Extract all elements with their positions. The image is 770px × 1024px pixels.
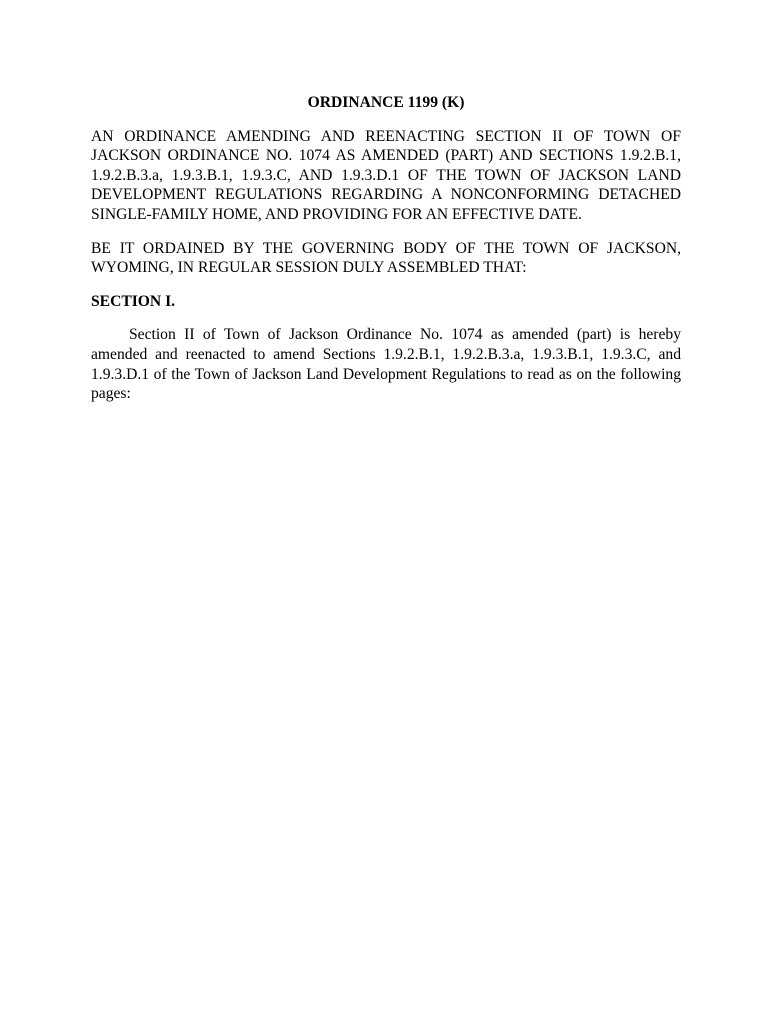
section-heading: SECTION I. (91, 292, 176, 310)
document-body (91, 93, 681, 418)
enactment-clause: BE IT ORDAINED BY THE GOVERNING BODY OF THE TOWN OF JACKSON, WYOMING, IN REGULAR SESSION DULY ASSEMBLED THAT: (91, 239, 681, 277)
ordinance-title: ORDINANCE 1199 (K) (307, 94, 465, 111)
ordinance-preamble: AN ORDINANCE AMENDING AND REENACTING SECTION II OF TOWN OF JACKSON ORDINANCE NO. 1074 AS AMENDED (PART) AND SECTIONS 1.9.2.B.1, 1.9.2.B.3.a, 1.9.3.B.1, 1.9.3.C, AND 1.9.3.D.1 OF THE TOWN OF JACKSON LAND DEVELOPMENT REGULATIONS REGARDING A NONCONFORMING DETACHED SINGLE-FAMILY HOME, AND PROVIDING FOR AN EFFECTIVE DATE. (91, 127, 681, 223)
section-body: Section II of Town of Jackson Ordinance No. 1074 as amended (part) is hereby amended and reenacted to amend Sections 1.9.2.B.1, 1.9.2.B.3.a, 1.9.3.B.1, 1.9.3.C, and 1.9.3.D.1 of the Town of Jackson Land Development Regulations to read as on the following pages: (91, 326, 681, 403)
